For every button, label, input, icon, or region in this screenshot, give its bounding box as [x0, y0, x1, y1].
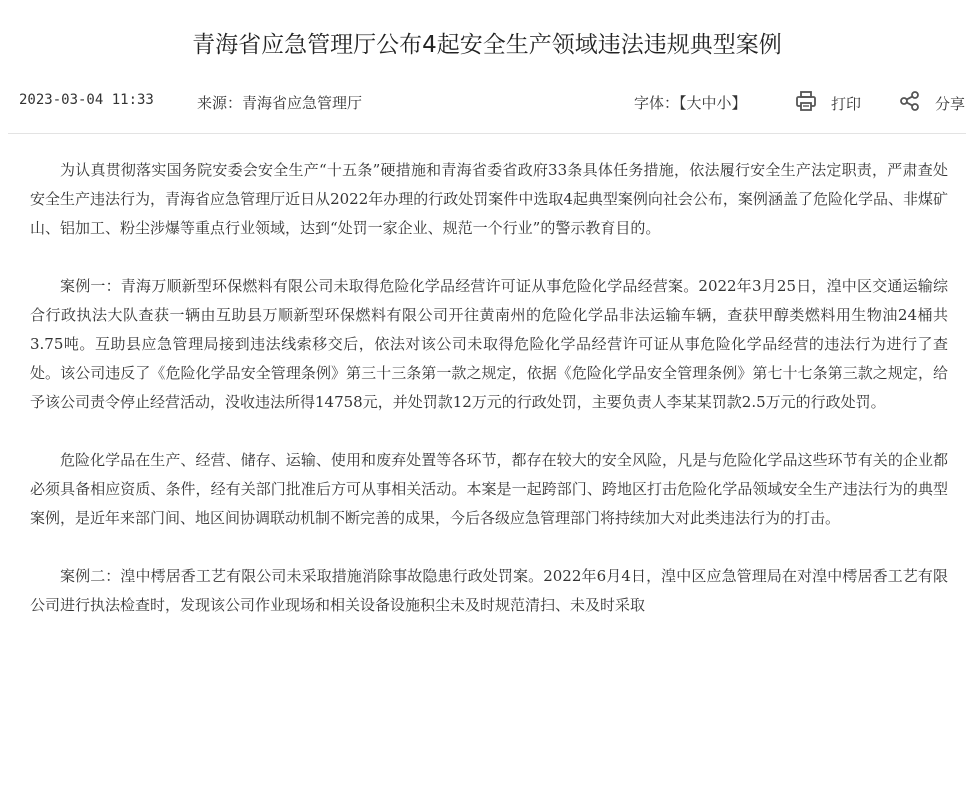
publish-date: 2023-03-04 11:33: [19, 92, 154, 108]
share-icon: [899, 90, 921, 116]
page-title: 青海省应急管理厅公布4起安全生产领域违法违规典型案例: [192, 32, 782, 58]
share-button[interactable]: [899, 90, 965, 116]
share-label: 分享: [935, 94, 966, 113]
printer-icon: [795, 90, 817, 116]
article-source: 来源：青海省应急管理厅: [197, 94, 363, 112]
paragraph-intro: 为认真贯彻落实国务院安委会安全生产“十五条”硬措施和青海省委省政府33条具体任务措施，依法履行安全生产法定职责，严肃查处安全生产违法行为，青海省应急管理厅近日从2022年办理的行政处罚案件中选取4起典型案例向社会公布，案例涵盖了危险化学品、非煤矿山、铝加工、粉尘涉爆等重点行业领域，达到“处罚一家企业、规范一个行业”的警示教育目的。: [30, 161, 948, 237]
paragraph-case-one: 案例一：青海万顺新型环保燃料有限公司未取得危险化学品经营许可证从事危险化学品经营案。2022年3月25日，湟中区交通运输综合行政执法大队查获一辆由互助县万顺新型环保燃料有限公司开往黄南州的危险化学品非法运输车辆，查获甲醇类燃料用生物油24桶共3.75吨。互助县应急管理局接到违法线索移交后，依法对该公司未取得危险化学品经营许可证从事危险化学品经营的违法行为进行了查处。该公司违反了《危险化学品安全管理条例》第三十三条第一款之规定，依据《危险化学品安全管理条例》第七十七条第三款之规定，给予该公司责令停止经营活动，没收违法所得14758元，并处罚款12万元的行政处罚，主要负责人李某某罚款2.5万元的行政处罚。: [30, 277, 948, 411]
font-size-selector[interactable]: 字体：【大中小】: [634, 94, 747, 112]
paragraph-case-one-commentary: 危险化学品在生产、经营、储存、运输、使用和废弃处置等各环节，都存在较大的安全风险，凡是与危险化学品这些环节有关的企业都必须具备相应资质、条件，经有关部门批准后方可从事相关活动。本案是一起跨部门、跨地区打击危险化学品领域安全生产违法行为的典型案例，是近年来部门间、地区间协调联动机制不断完善的成果，今后各级应急管理部门将持续加大对此类违法行为的打击。: [30, 451, 948, 527]
print-label: 打印: [831, 94, 862, 113]
meta-divider: [8, 133, 966, 134]
paragraph-case-two: 案例二：湟中樗居香工艺有限公司未采取措施消除事故隐患行政处罚案。2022年6月4日，湟中区应急管理局在对湟中樗居香工艺有限公司进行执法检查时，发现该公司作业现场和相关设备设施积尘未及时规范清扫、未及时采取: [30, 567, 948, 614]
article-meta-bar: [0, 90, 974, 116]
print-button[interactable]: [795, 90, 861, 116]
article-body: [30, 156, 948, 649]
